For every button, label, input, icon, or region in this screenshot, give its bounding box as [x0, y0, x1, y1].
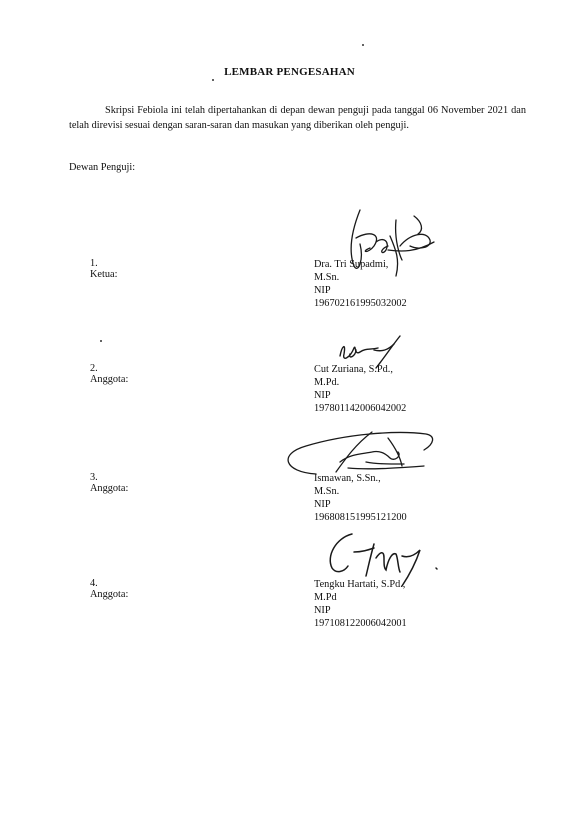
- member-role: [90, 578, 128, 600]
- signature-image: [318, 528, 458, 588]
- member-role: [90, 258, 117, 280]
- document-title: LEMBAR PENGESAHAN: [224, 66, 355, 78]
- member-nip: NIP 196808151995121200: [314, 499, 407, 523]
- member-name: Ismawan, S.Sn., M.Sn.: [314, 473, 381, 497]
- member-number: 4.: [90, 578, 98, 589]
- member-role-label: Anggota:: [90, 589, 129, 600]
- speck-mark: [362, 44, 364, 46]
- approval-paragraph: Skripsi Febiola ini telah dipertahankan di depan dewan penguji pada tanggal 06 November 2021 dan telah direvisi sesuai dengan saran-saran dan masukan yang diberikan oleh penguji.: [69, 105, 526, 131]
- signature-image: [330, 200, 440, 290]
- member-nip: NIP 197108122006042001: [314, 605, 407, 629]
- member-name: Cut Zuriana, S.Pd., M.Pd.: [314, 364, 393, 388]
- member-role-label: Ketua:: [90, 269, 118, 280]
- member-role-label: Anggota:: [90, 483, 129, 494]
- member-role: [90, 472, 128, 494]
- member-number: 1.: [90, 258, 98, 269]
- member-nip: NIP 196702161995032002: [314, 285, 407, 309]
- member-name: Dra. Tri Supadmi, M.Sn.: [314, 259, 389, 283]
- committee-label: Dewan Penguji:: [69, 162, 136, 173]
- speck-mark: [212, 79, 214, 81]
- speck-mark: [100, 340, 102, 342]
- member-role: [90, 363, 128, 385]
- signature-image: [276, 414, 446, 484]
- member-nip: NIP 197801142006042002: [314, 390, 407, 414]
- member-number: 2.: [90, 363, 98, 374]
- member-name: Tengku Hartati, S.Pd., M.Pd: [314, 579, 406, 603]
- member-number: 3.: [90, 472, 98, 483]
- member-role-label: Anggota:: [90, 374, 129, 385]
- signature-image: [330, 332, 420, 372]
